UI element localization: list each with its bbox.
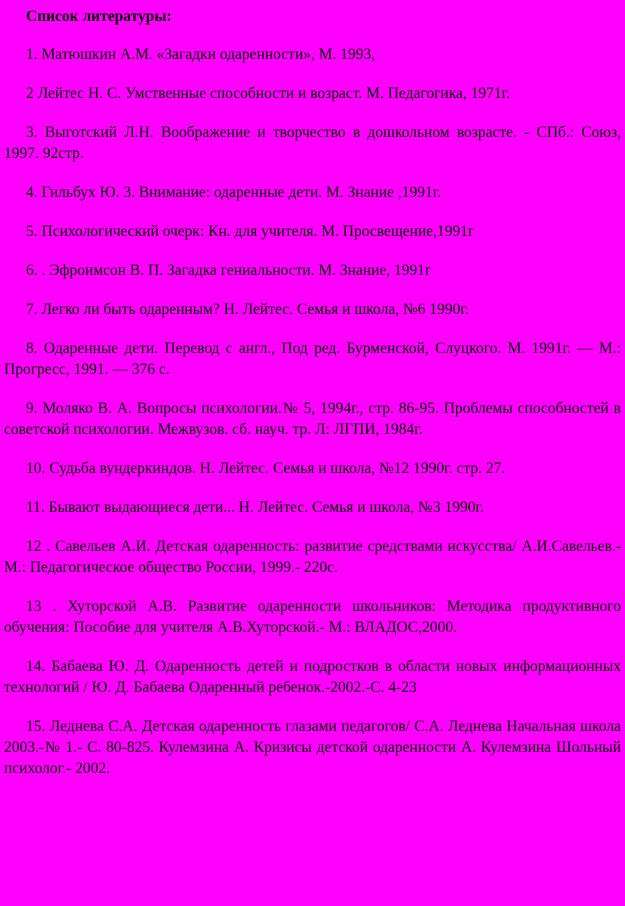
reference-item-2: 2 Лейтес Н. С. Умственные способности и возраст. М. Педагогика, 1971г.	[26, 85, 511, 102]
reference-item-15: 15. Леднева С.А. Детская одаренность глазами педагогов/ С.А. Леднева Начальная школа 2003.-№ 1.- С. 80-825. Кулемзина А. Кризисы детской одаренности А. Кулемзина Шольный психолог.- 2002.	[4, 718, 621, 777]
reference-item-12: 12 . Савельев А.И. Детская одаренность: развитие средствами искусства/ А.И.Савельев.- М.: Педагогическое общество России, 1999.- 220с.	[4, 538, 621, 576]
reference-item-9: 9. Моляко В. А. Вопросы психологии.№ 5, 1994г., стр. 86-95. Проблемы способностей в советской психологии. Межвузов. сб. науч. тр. Л: ЛГПИ, 1984г.	[4, 400, 621, 438]
reference-item-7: 7. Легко ли быть одаренным? Н. Лейтес. Семья и школа, №6 1990г.	[26, 301, 469, 318]
reference-item-13: 13 . Хуторской А.В. Развитие одаренности школьников: Методика продуктивного обучения: Пособие для учителя А.В.Хуторской.- М.: ВЛАДОС,2000.	[4, 598, 621, 636]
reference-item-5: 5. Психологический очерк: Кн. для учителя. М. Просвещение,1991г	[26, 223, 475, 240]
reference-item-4: 4. Гильбух Ю. 3. Внимание: одаренные дети. М. Знание ,1991г.	[26, 184, 442, 201]
reference-item-6: 6. . Эфроимсон В. П. Загадка гениальности. М. Знание, 1991г	[26, 262, 432, 279]
page-title: Список литературы:	[26, 8, 172, 25]
reference-item-1: 1. Матюшкин А.М. «Загадки одаренности», М. 1993,	[26, 46, 376, 63]
reference-item-14: 14. Бабаева Ю. Д. Одаренность детей и подростков в области новых информационных технологий / Ю. Д. Бабаева Одаренный ребенок.-2002.-С. 4-23	[4, 658, 621, 696]
reference-item-11: 11. Бывают выдающиеся дети... Н. Лейтес. Семья и школа, №3 1990г.	[26, 499, 484, 516]
reference-item-10: 10. Судьба вундеркиндов. Н. Лейтес. Семья и школа, №12 1990г. стр. 27.	[26, 460, 506, 477]
reference-item-8: 8. Одаренные дети. Перевод с англ., Под ред. Бурменской, Слуцкого. М. 1991г. — М.: Прогресс, 1991. — 376 с.	[4, 340, 621, 378]
reference-item-3: 3. Выготский Л.Н. Воображение и творчество в дошкольном возрасте. - СПб.: Союз, 1997. 92стр.	[4, 124, 621, 162]
